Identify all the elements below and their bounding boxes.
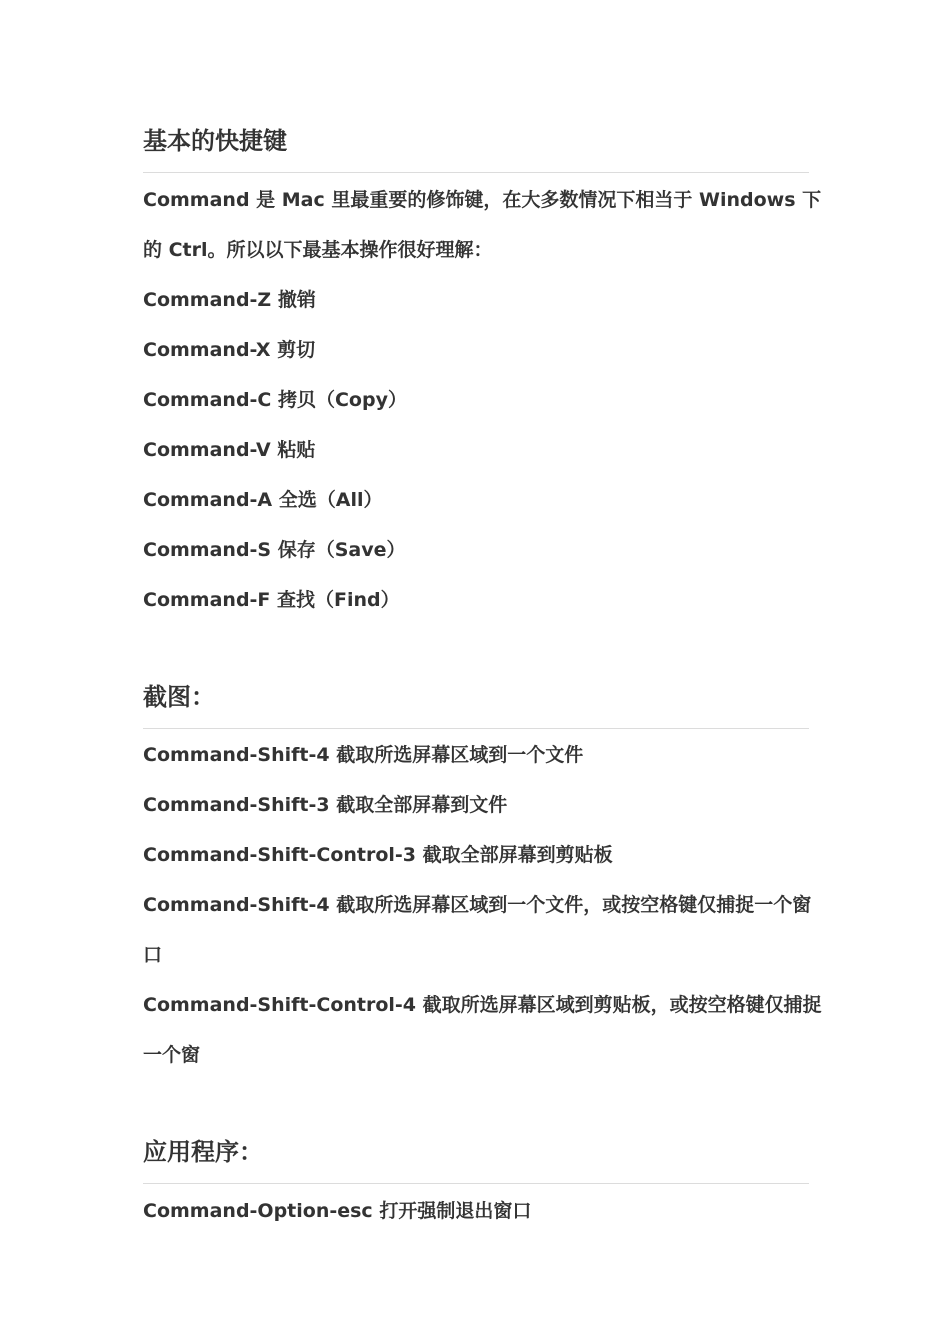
shortcut-item: Command-S 保存（Save） — [143, 539, 406, 561]
shortcut-list-screenshot — [143, 730, 822, 1080]
shortcut-item: Command-Shift-Control-3 截取全部屏幕到剪贴板 — [143, 844, 613, 866]
shortcut-item-continuation: 口 — [143, 944, 163, 966]
shortcut-item: Command-Z 撤销 — [143, 289, 316, 311]
shortcut-item-continuation: 一个窗 — [143, 1044, 201, 1066]
shortcut-item: Command-Shift-Control-4 截取所选屏幕区域到剪贴板，或按空格键仅捕捉 — [143, 994, 822, 1016]
shortcut-item: Command-Shift-4 截取所选屏幕区域到一个文件 — [143, 744, 584, 766]
shortcut-item: Command-Shift-3 截取全部屏幕到文件 — [143, 794, 508, 816]
shortcut-item: Command-A 全选（All） — [143, 489, 383, 511]
intro-line: 的 Ctrl。所以以下最基本操作很好理解： — [143, 239, 493, 261]
shortcut-item: Command-V 粘贴 — [143, 439, 316, 461]
shortcut-item: Command-C 拷贝（Copy） — [143, 389, 407, 411]
shortcut-list-applications — [143, 1186, 809, 1236]
heading-applications: 应用程序： — [143, 1138, 263, 1166]
shortcut-item: Command-F 查找（Find） — [143, 589, 400, 611]
shortcut-item: Command-Option-esc 打开强制退出窗口 — [143, 1200, 532, 1222]
heading-divider — [143, 728, 809, 729]
heading-screenshot: 截图： — [143, 683, 215, 711]
intro-paragraph — [143, 175, 822, 275]
intro-line: Command 是 Mac 里最重要的修饰键，在大多数情况下相当于 Windows 下 — [143, 189, 822, 211]
shortcut-list-basic — [143, 275, 809, 625]
heading-divider — [143, 1183, 809, 1184]
shortcut-item: Command-Shift-4 截取所选屏幕区域到一个文件，或按空格键仅捕捉一个窗 — [143, 894, 812, 916]
heading-divider — [143, 172, 809, 173]
heading-basic-shortcuts: 基本的快捷键 — [143, 127, 287, 155]
shortcut-item: Command-X 剪切 — [143, 339, 316, 361]
